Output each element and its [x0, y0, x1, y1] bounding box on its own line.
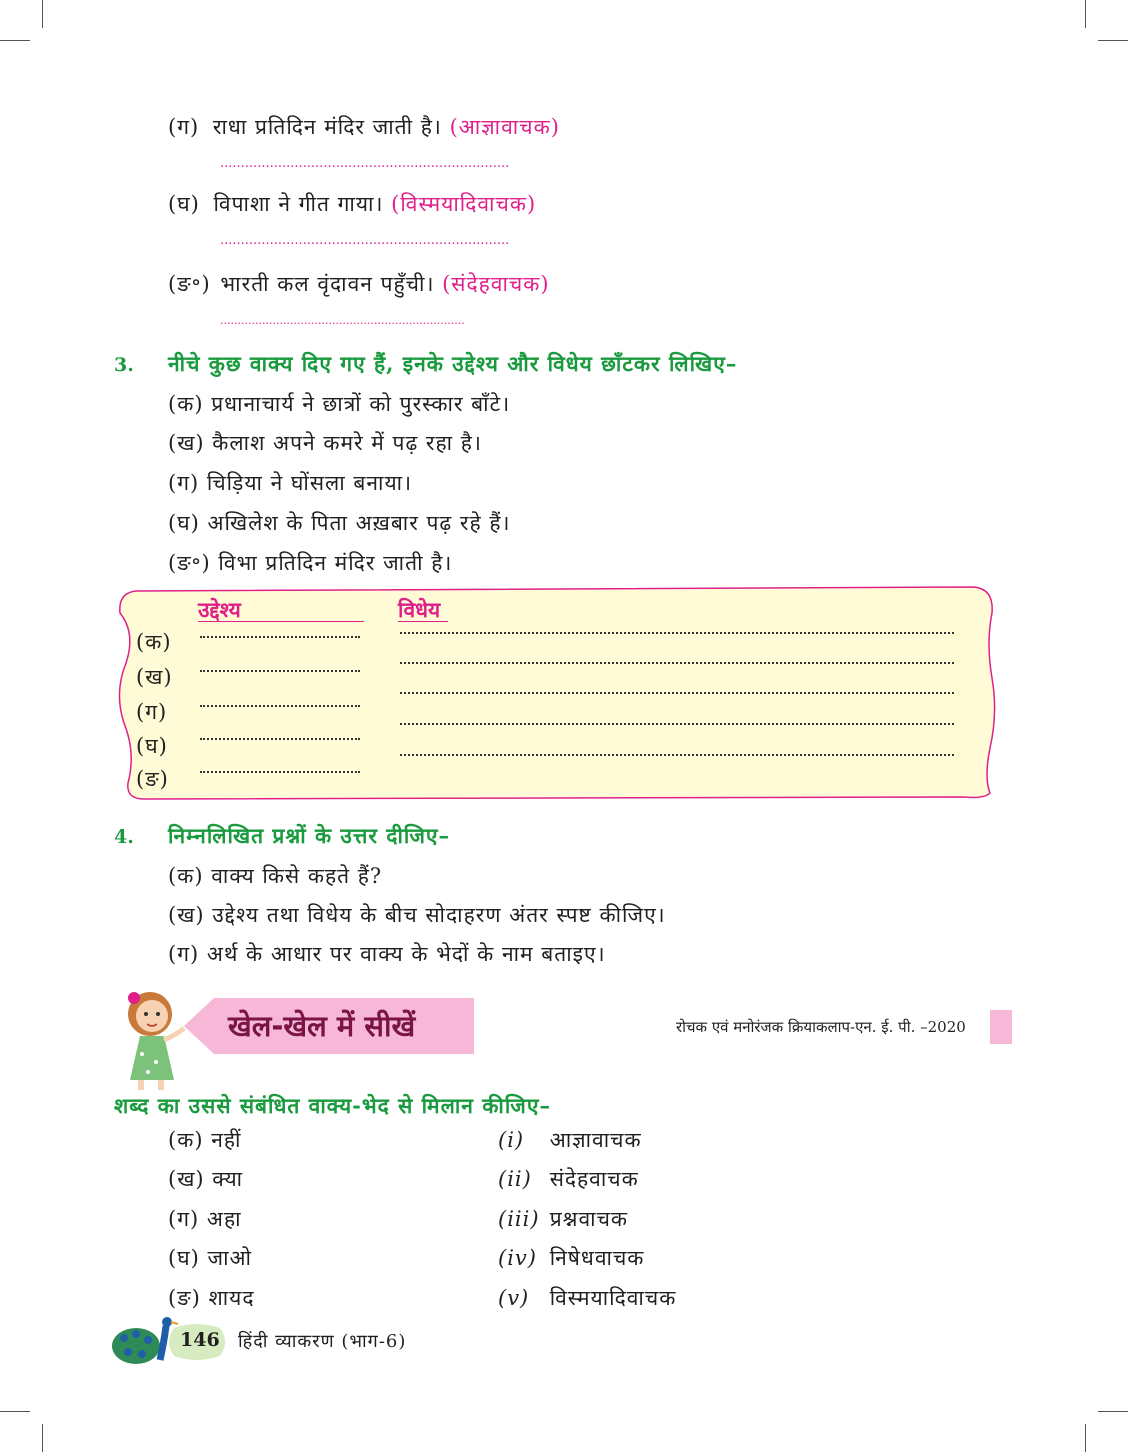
row-label: (घ) [136, 734, 168, 758]
item-label: (क) [168, 864, 204, 888]
item-text: आज्ञावाचक [549, 1128, 642, 1152]
item-text: चिड़िया ने घोंसला बनाया। [206, 471, 413, 495]
list-item [168, 469, 412, 497]
item-text: कैलाश अपने कमरे में पढ़ रहा है। [212, 431, 482, 455]
predicate-blank[interactable] [400, 632, 954, 634]
question-number: 4. [114, 826, 134, 848]
item-sentence: विपाशा ने गीत गाया। [213, 192, 384, 216]
item-label: (i) [498, 1128, 525, 1152]
match-left-item [168, 1205, 242, 1233]
match-left-item [168, 1244, 252, 1272]
carryover-item [168, 270, 550, 298]
predicate-header: विधेय [398, 597, 441, 622]
list-item [168, 901, 666, 929]
carryover-item [168, 190, 536, 218]
item-text: अर्थ के आधार पर वाक्य के भेदों के नाम बताइए। [206, 942, 606, 966]
crop-mark [42, 0, 43, 28]
answer-blank[interactable]: ...................................................................... [220, 314, 465, 327]
question-number: 3. [114, 354, 134, 376]
subject-blank[interactable] [200, 705, 360, 707]
question-title: निम्नलिखित प्रश्नों के उत्तर दीजिए– [168, 823, 451, 848]
crop-mark [42, 1424, 43, 1452]
item-text: उद्देश्य तथा विधेय के बीच सोदाहरण अंतर स्पष्ट कीजिए। [212, 903, 666, 927]
match-instruction: शब्द का उससे संबंधित वाक्य-भेद से मिलान कीजिए– [114, 1093, 551, 1118]
item-label: (ii) [498, 1167, 532, 1191]
subject-header: उद्देश्य [198, 597, 241, 622]
item-label: (क) [168, 392, 204, 416]
item-label: (iv) [498, 1246, 537, 1270]
match-right-item [498, 1244, 644, 1272]
list-item [168, 862, 382, 890]
item-text: अहा [206, 1207, 242, 1231]
game-banner-title: खेल-खेल में सीखें [228, 1009, 416, 1043]
row-label: (ङ) [136, 767, 169, 791]
item-text: विभा प्रतिदिन मंदिर जाती है। [218, 551, 453, 575]
item-text: संदेहवाचक [549, 1167, 639, 1191]
row-label: (ख) [136, 665, 173, 689]
subject-blank[interactable] [200, 636, 360, 638]
item-text: प्रश्नवाचक [549, 1207, 629, 1231]
sentence-type: (संदेहवाचक) [442, 272, 550, 296]
crop-mark [1098, 1411, 1128, 1412]
predicate-underline [398, 621, 448, 622]
activity-note: रोचक एवं मनोरंजक क्रियाकलाप-एन. ई. पी. –2020 [676, 1018, 966, 1036]
page-number: 146 [180, 1329, 220, 1351]
predicate-blank[interactable] [400, 662, 954, 664]
item-text: प्रधानाचार्य ने छात्रों को पुरस्कार बाँटे। [211, 392, 511, 416]
item-text: विस्मयादिवाचक [549, 1286, 677, 1310]
item-label: (ग) [168, 115, 200, 139]
book-title: हिंदी व्याकरण (भाग-6) [238, 1331, 407, 1352]
item-sentence: भारती कल वृंदावन पहुँची। [220, 272, 435, 296]
item-text: जाओ [207, 1246, 252, 1270]
note-tab [990, 1010, 1012, 1044]
sentence-type: (विस्मयादिवाचक) [391, 192, 537, 216]
row-label: (क) [136, 630, 172, 654]
item-text: अखिलेश के पिता अख़बार पढ़ रहे हैं। [207, 511, 511, 535]
subject-blank[interactable] [200, 670, 360, 672]
item-text: शायद [208, 1286, 255, 1310]
item-text: निषेधवाचक [549, 1246, 645, 1270]
subject-underline [198, 621, 364, 622]
item-label: (ङ) [168, 1286, 201, 1310]
predicate-blank[interactable] [400, 754, 954, 756]
answer-blank[interactable]: ...................................................................... [220, 233, 510, 248]
item-label: (ग) [168, 1207, 200, 1231]
item-label: (ख) [168, 1167, 205, 1191]
subject-blank[interactable] [200, 771, 360, 773]
predicate-blank[interactable] [400, 692, 954, 694]
item-label: (क) [168, 1128, 204, 1152]
list-item [168, 549, 452, 577]
item-sentence: राधा प्रतिदिन मंदिर जाती है। [212, 115, 442, 139]
match-right-item [498, 1205, 628, 1233]
item-label: (iii) [498, 1207, 540, 1231]
item-text: नहीं [211, 1128, 242, 1152]
crop-mark [1085, 1424, 1086, 1452]
match-left-item [168, 1284, 255, 1312]
crop-mark [0, 40, 30, 41]
match-right-item [498, 1284, 676, 1312]
list-item [168, 940, 606, 968]
item-label: (ख) [168, 431, 205, 455]
item-label: (घ) [168, 511, 200, 535]
crop-mark [1098, 40, 1128, 41]
item-text: वाक्य किसे कहते हैं? [211, 864, 383, 888]
item-label: (ङ॰) [168, 551, 211, 575]
crop-mark [1085, 0, 1086, 28]
match-left-item [168, 1165, 243, 1193]
item-label: (घ) [168, 192, 200, 216]
list-item [168, 390, 510, 418]
item-label: (घ) [168, 1246, 200, 1270]
answer-blank[interactable]: ...................................................................... [220, 156, 510, 171]
item-label: (v) [498, 1286, 530, 1310]
match-left-item [168, 1126, 241, 1154]
match-right-item [498, 1165, 639, 1193]
question-title: नीचे कुछ वाक्य दिए गए हैं, इनके उद्देश्य और विधेय छाँटकर लिखिए– [168, 351, 738, 376]
list-item [168, 509, 510, 537]
match-right-item [498, 1126, 642, 1154]
predicate-blank[interactable] [400, 723, 954, 725]
item-label: (ग) [168, 471, 200, 495]
item-label: (ख) [168, 903, 205, 927]
crop-mark [0, 1411, 30, 1412]
item-label: (ग) [168, 942, 200, 966]
subject-blank[interactable] [200, 738, 360, 740]
row-label: (ग) [136, 700, 168, 724]
item-label: (ङ॰) [168, 272, 211, 296]
carryover-item [168, 113, 560, 141]
sentence-type: (आज्ञावाचक) [449, 115, 560, 139]
list-item [168, 429, 482, 457]
item-text: क्या [212, 1167, 244, 1191]
